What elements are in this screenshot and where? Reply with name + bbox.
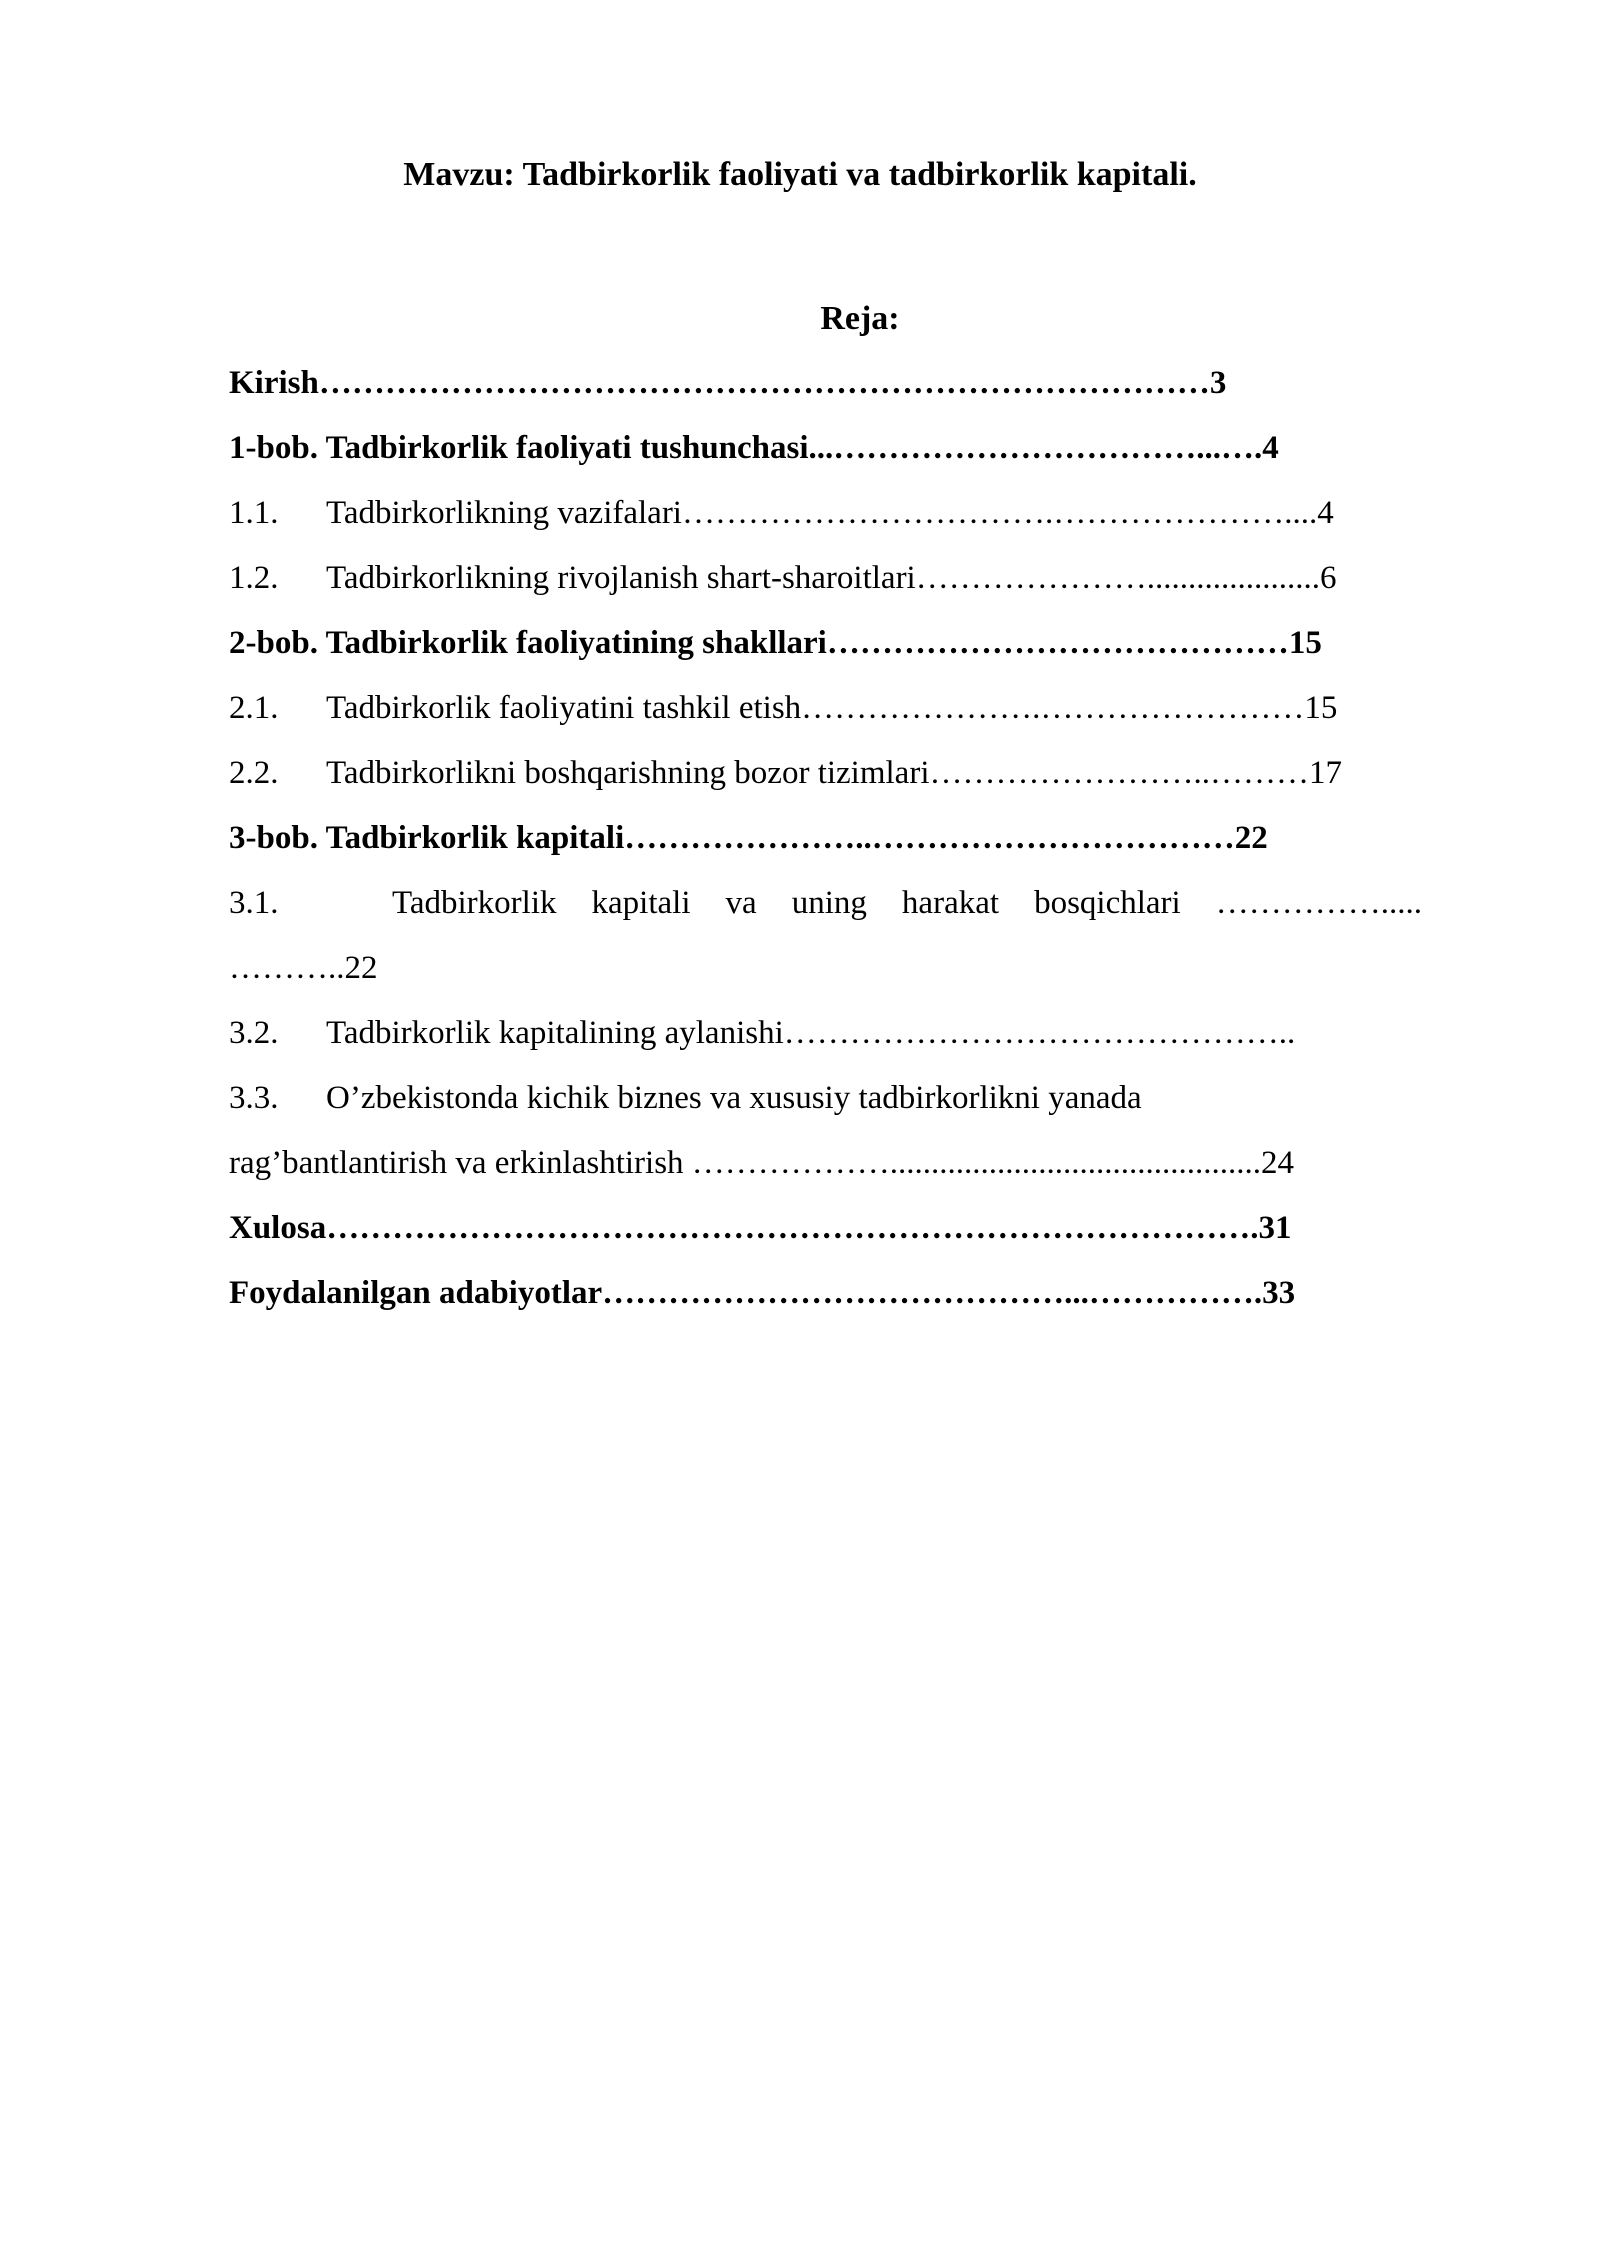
toc-entry-chapter-2 bbox=[229, 620, 1489, 685]
toc-entry-3-1-continuation bbox=[229, 945, 1489, 1010]
toc-entry-text: O’zbekistonda kichik biznes va xususiy tadbirkorlikni yanada bbox=[326, 1080, 1142, 1116]
toc-entry-2-1 bbox=[229, 685, 1489, 750]
toc-entry-text: Kirish………………………………………………………………………3 bbox=[229, 365, 1227, 401]
toc-entry-3-2 bbox=[229, 1010, 1489, 1075]
toc-entry-text: Foydalanilgan adabiyotlar……………………………………...…………….33 bbox=[229, 1275, 1296, 1311]
toc-entry-number: 3.2. bbox=[229, 1015, 279, 1051]
table-of-contents bbox=[229, 360, 1489, 1335]
toc-entry-kirish bbox=[229, 360, 1489, 425]
toc-entry-number: 3.1. bbox=[229, 885, 279, 921]
toc-entry-number: 3.3. bbox=[229, 1080, 279, 1116]
toc-entry-1-1 bbox=[229, 490, 1489, 555]
toc-entry-xulosa bbox=[229, 1205, 1489, 1270]
toc-entry-text: Tadbirkorlikning rivojlanish shart-sharoitlari………………….....................6 bbox=[326, 560, 1337, 596]
toc-entry-text: 1-bob. Tadbirkorlik faoliyati tushunchasi...……………………………...….4 bbox=[229, 430, 1279, 466]
document-title: Mavzu: Tadbirkorlik faoliyati va tadbirkorlik kapitali. bbox=[403, 156, 1197, 193]
toc-entry-text: 3-bob. Tadbirkorlik kapitali…………………..……………………………22 bbox=[229, 820, 1268, 856]
toc-entry-number: 1.1. bbox=[229, 495, 279, 531]
toc-entry-text: Tadbirkorlik kapitali va uning harakat bosqichlari ……………..... bbox=[392, 885, 1422, 921]
toc-entry-text: Tadbirkorlik kapitalining aylanishi……………………………………….. bbox=[326, 1015, 1296, 1051]
toc-entry-text: Xulosa………………………………………………………………………….31 bbox=[229, 1210, 1292, 1246]
toc-entry-2-2 bbox=[229, 750, 1489, 815]
toc-entry-text: Tadbirkorlik faoliyatini tashkil etish………………….……………………15 bbox=[326, 690, 1338, 726]
toc-entry-3-3 bbox=[229, 1075, 1489, 1140]
toc-entry-number: 2.2. bbox=[229, 755, 279, 791]
toc-entry-number: 1.2. bbox=[229, 560, 279, 596]
toc-entry-1-2 bbox=[229, 555, 1489, 620]
toc-entry-continuation: rag’bantlantirish va erkinlashtirish ……………….............................................24 bbox=[229, 1145, 1295, 1181]
toc-entry-text: 2-bob. Tadbirkorlik faoliyatining shakllari……………………………………15 bbox=[229, 625, 1322, 661]
toc-entry-text: Tadbirkorlikni boshqarishning bozor tizimlari……………………..………17 bbox=[326, 755, 1342, 791]
toc-entry-references bbox=[229, 1270, 1489, 1335]
toc-entry-3-3-continuation bbox=[229, 1140, 1489, 1205]
plan-heading: Reja: bbox=[820, 300, 900, 337]
toc-entry-3-1 bbox=[229, 880, 1489, 945]
toc-entry-chapter-1 bbox=[229, 425, 1489, 490]
toc-entry-chapter-3 bbox=[229, 815, 1489, 880]
toc-entry-continuation: ………..22 bbox=[229, 950, 378, 986]
toc-entry-number: 2.1. bbox=[229, 690, 279, 726]
toc-entry-text: Tadbirkorlikning vazifalari…………………………….…………………....4 bbox=[326, 495, 1334, 531]
